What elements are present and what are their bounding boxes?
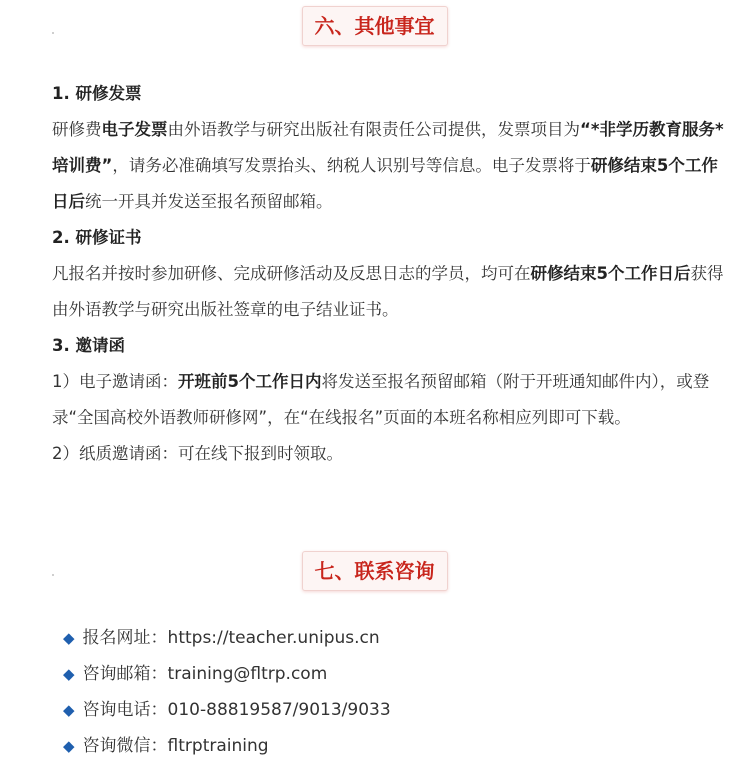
section-6-title: 六、其他事宜 [302, 6, 448, 46]
text: ，请务必准确填写发票抬头、纳税人识别号等信息。电子发票将于 [112, 156, 591, 175]
diamond-icon: ◆ [63, 629, 75, 647]
contact-text: 咨询电话：010-88819587/9013/9033 [82, 700, 391, 720]
contact-text: 报名网址：https://teacher.unipus.cn [82, 628, 380, 648]
diamond-icon: ◆ [63, 701, 75, 719]
section-6-content [52, 76, 732, 472]
certificate-heading: 2. 研修证书 [52, 228, 142, 247]
invoice-heading: 1. 研修发票 [52, 84, 142, 103]
section-6-header [0, 6, 749, 46]
text: 获得由外语教学与研究出版社签章的电子结业证书。 [52, 264, 724, 319]
text: 研修费 [52, 120, 102, 139]
invitation-heading: 3. 邀请函 [52, 336, 125, 355]
bold-text: “*非学历教育服务*培训费” [52, 120, 724, 175]
contact-item-wechat [63, 728, 723, 764]
bold-text: 研修结束5个工作日后 [52, 156, 718, 211]
invitation-line-1 [52, 364, 732, 436]
contact-list [63, 620, 723, 764]
diamond-icon: ◆ [63, 737, 75, 755]
text: 凡报名并按时参加研修、完成研修活动及反思日志的学员，均可在 [52, 264, 531, 283]
diamond-icon: ◆ [63, 665, 75, 683]
contact-item-email [63, 656, 723, 692]
text: 将发送至报名预留邮箱（附于开班通知邮件内），或登录“全国高校外语教师研修网”，在“在线报名”页面的本班名称相应列即可下载。 [52, 372, 710, 427]
contact-text: 咨询邮箱：training@fltrp.com [82, 664, 328, 684]
certificate-paragraph [52, 256, 732, 328]
text: 统一开具并发送至报名预留邮箱。 [85, 192, 333, 211]
bold-text: 电子发票 [101, 120, 168, 139]
invitation-line-2: 2）纸质邀请函：可在线下报到时领取。 [52, 444, 343, 463]
text: 1）电子邀请函： [52, 372, 178, 391]
contact-item-website [63, 620, 723, 656]
contact-item-phone [63, 692, 723, 728]
text: 由外语教学与研究出版社有限责任公司提供，发票项目为 [167, 120, 580, 139]
invoice-paragraph [52, 112, 732, 220]
bold-text: 开班前5个工作日内 [178, 372, 322, 391]
contact-text: 咨询微信：fltrptraining [82, 736, 269, 756]
bold-text: 研修结束5个工作日后 [530, 264, 691, 283]
section-7-title: 七、联系咨询 [302, 551, 448, 591]
section-7-header [0, 551, 749, 591]
